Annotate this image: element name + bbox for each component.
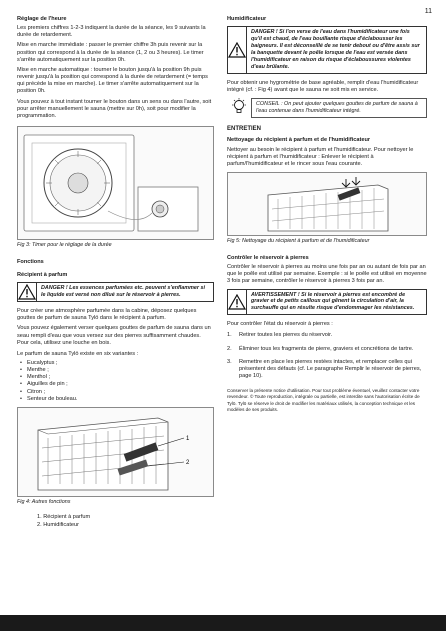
reglage-paragraph: Vous pouvez à tout instant tourner le bouton dans un sens ou dans l'autre, soit pour arrêter manuellement le sauna (mettre sur 0h), soit pour modifier la programmation.	[17, 98, 212, 119]
reglage-paragraph: Mise en marche automatique : tourner le bouton jusqu'à la position 9h puis revenir jusqu'à la position qui correspond à la durée de retardement (= temps qui précède la mise en marche). Le timer s'arrête automatiquement sur la position 0h.	[17, 66, 208, 95]
step-text: Retirer toutes les pierres du réservoir.	[239, 332, 333, 339]
fig4-stove-illustration	[17, 407, 214, 497]
step-number: 3.	[227, 358, 232, 365]
fig4-legend	[17, 514, 214, 529]
fig4-caption: Fig 4: Autres fonctions	[17, 498, 71, 505]
steps-list	[227, 332, 427, 380]
list-item	[227, 332, 427, 339]
recipient-heading: Récipient à parfum	[17, 272, 68, 279]
list-item: • Menthol ;	[27, 374, 214, 381]
legend-item: 2. Humidificateur	[37, 522, 79, 528]
danger-box	[17, 282, 214, 302]
reglage-paragraph: Les premiers chiffres 1-2-3 indiquent la durée de la séance, les 9 suivants la durée de retardement.	[17, 25, 206, 39]
humid-paragraph: Pour obtenir une hygrométrie de base agréable, remplir d'eau l'humidificateur intégré (cf. : Fig 4) avant que le sauna ne soit mis en service.	[227, 79, 419, 93]
steps-intro: Pour contrôler l'état du réservoir à pierres :	[227, 321, 333, 328]
list-item: • Citron ;	[27, 389, 214, 396]
reglage-heading: Réglage de l'heure	[17, 16, 67, 22]
fig4-label-2: 2	[186, 459, 190, 466]
list-item: • Senteur de bouleau.	[27, 396, 214, 403]
bottom-bar	[0, 615, 446, 631]
parfum-paragraph: Pour créer une atmosphère parfumée dans la cabine, déposez quelques gouttes de parfum de sauna Tylö dans le récipient à parfum.	[17, 308, 197, 322]
variantes-intro: Le parfum de sauna Tylö existe en six variantes :	[17, 350, 139, 357]
list-item	[227, 359, 427, 380]
fonctions-heading: Fonctions	[17, 258, 44, 265]
warning-icon	[18, 283, 37, 301]
right-column	[227, 16, 427, 413]
fig3-timer-illustration	[17, 126, 214, 240]
step-number: 2.	[227, 345, 232, 352]
list-item: • Menthe ;	[27, 367, 214, 374]
fig4-label-1: 1	[186, 435, 190, 442]
warning-icon	[228, 27, 247, 72]
step-text: Remettre en place les pierres restées intactes, et remplacer celles qui présentent des défauts (cf. Le paragraphe Remplir le réservoir de pierres, page 10).	[239, 358, 422, 380]
danger-text: DANGER ! Les essences parfumées etc. peuvent s'enflammer si le liquide est versé non dilué sur le réservoir à pierres.	[41, 285, 205, 299]
controler-heading: Contrôler le réservoir à pierres	[227, 254, 309, 261]
conseil-box	[227, 98, 427, 118]
entretien-heading: ENTRETIEN	[227, 125, 262, 132]
footer-note: Conserver la présente notice d'utilisation. Pour tout problème éventuel, veuillez contacter votre revendeur. © Toute reproduction, intégrale ou partielle, est interdite sans l'autorisation écrite de Tylö. Tylö se réserve le droit de modifier les matériaux utilisés, la conception technique et les modèles de ses produits.	[227, 388, 420, 412]
humid-heading: Humidificateur	[227, 16, 267, 22]
parfum-paragraph: Vous pouvez également verser quelques gouttes de parfum de sauna dans un seau rempli d'eau que vous versez sur des pierres suffisamment chaudes. Pour cela, utilisez une louche en bois.	[17, 325, 211, 346]
stove-drawing	[18, 408, 214, 496]
legend-item: 1. Récipient à parfum	[37, 513, 91, 520]
nettoyage-heading: Nettoyage du récipient à parfum et de l'humidificateur	[227, 137, 371, 144]
left-column	[17, 16, 214, 530]
nettoyage-paragraph: Nettoyer au besoin le récipient à parfum et l'humidificateur. Pour nettoyer le récipient à parfum et l'humidificateur : Enlever le récipient à parfum/l'humidificateur et le rincer sous l'eau courante.	[227, 146, 414, 167]
list-item	[227, 346, 427, 353]
cleaning-drawing	[228, 173, 427, 235]
reglage-paragraph: Mise en marche immédiate : passer le premier chiffre 3h puis revenir sur la position qui correspond à la durée de la séance (1, 2 ou 3 heures). Le timer s'arrête automatiquement sur la position 0h.	[17, 42, 204, 63]
avertissement-text: AVERTISSEMENT ! Si le réservoir à pierres est encombré de gravier et de petits cailloux qui gênent la circulation d'air, la surchauffe qui en résulte risque d'endommager les résistances.	[251, 291, 415, 312]
avertissement-box	[227, 289, 427, 316]
timer-drawing	[18, 127, 214, 239]
lightbulb-icon	[227, 98, 251, 118]
controler-paragraph: Contrôler le réservoir à pierres au moins une fois par an ou autant de fois par an que le poêle est utilisé par semaine. Exemple : si le poêle est utilisé en moyenne 3 fois par semaine, contrôler le réservoir à pierres 3 fois par an.	[227, 264, 427, 285]
danger-text: DANGER ! Si l'on verse de l'eau dans l'humidificateur une fois qu'il est chaud, de l'eau bouillante risque d'éclabousser les baigneurs. Il est déconseillé de se tenir debout ou d'être assis sur la banquette devant le poêle lorsque de l'eau est versée dans l'humidificateur en raison du risque d'éclaboussures violentes d'eau brûlante.	[251, 29, 420, 70]
page-number: 11	[424, 8, 432, 15]
fig5-caption: Fig 5: Nettoyage du récipient à parfum et de l'humidificateur	[227, 238, 370, 245]
list-item: • Aiguilles de pin ;	[27, 381, 214, 388]
step-text: Éliminer tous les fragments de pierre, graviers et concrétions de tartre.	[239, 345, 414, 352]
danger-box	[227, 26, 427, 73]
fig5-cleaning-illustration	[227, 172, 427, 236]
fig3-caption: Fig 3: Timer pour le réglage de la durée	[17, 242, 112, 249]
step-number: 1.	[227, 332, 232, 339]
warning-icon	[228, 290, 247, 315]
conseil-text: CONSEIL : On peut ajouter quelques gouttes de parfum de sauna à l'eau contenue dans l'humidificateur intégré.	[251, 98, 427, 118]
list-item: • Eucalyptus ;	[27, 360, 214, 367]
variantes-list	[17, 360, 214, 403]
